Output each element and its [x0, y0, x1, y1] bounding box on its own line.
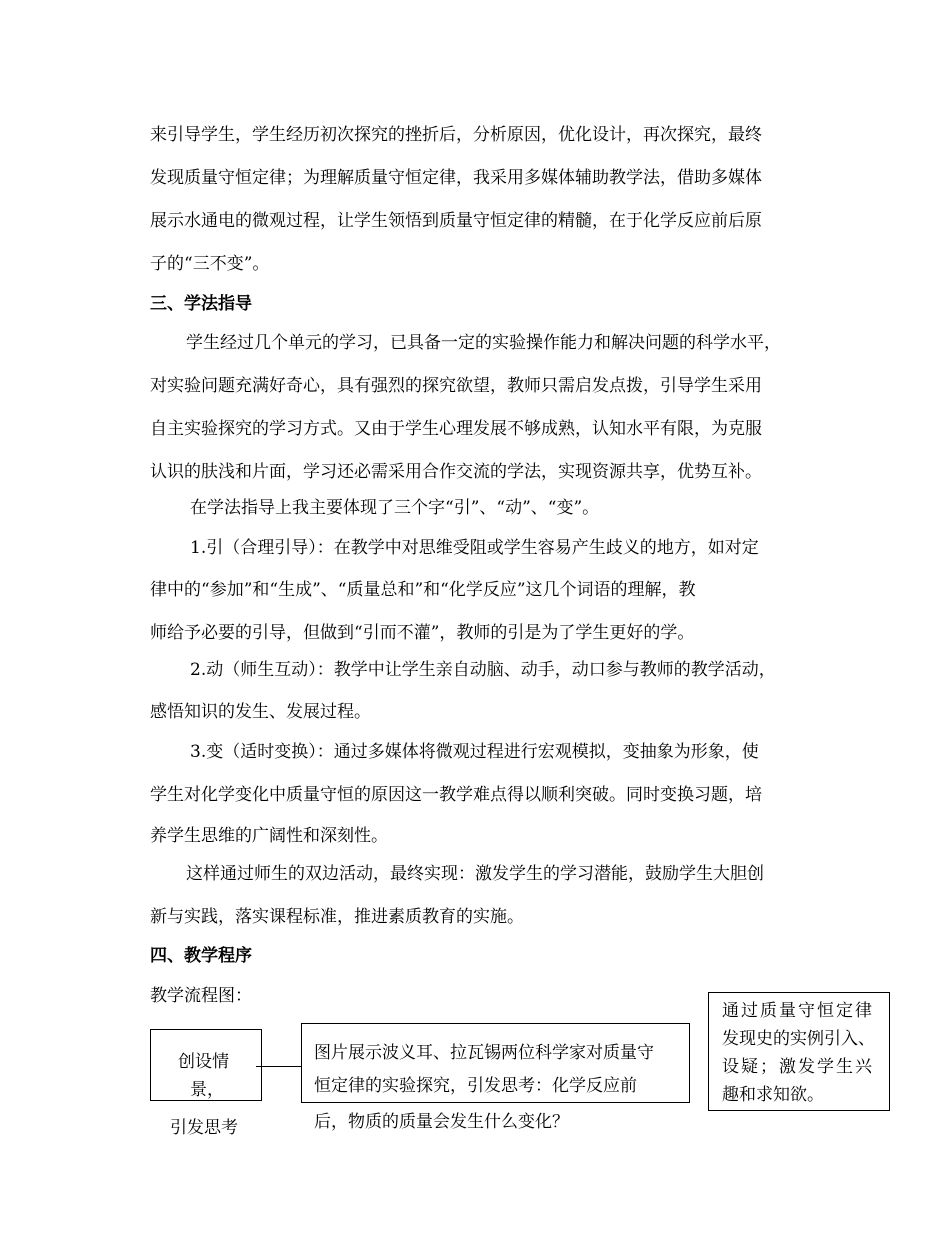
- learning-para1-line-1: 学生经过几个单元的学习，已具备一定的实验操作能力和解决问题的科学水平，: [186, 333, 781, 353]
- flow-purpose-text-1: 通过质量守恒定律: [722, 1001, 874, 1021]
- flow-purpose-text-3: 设疑；激发学生兴: [722, 1057, 874, 1077]
- item3-line-1: 3.变（适时变换）：通过多媒体将微观过程进行宏观模拟，变抽象为形象，使: [190, 742, 759, 762]
- intro-line-2: 发现质量守恒定律；为理解质量守恒定律，我采用多媒体辅助教学法，借助多媒体: [150, 168, 762, 188]
- flow-purpose-text-2: 发现史的实例引入、: [722, 1029, 875, 1049]
- learning-para3-line-2: 新与实践，落实课程标准，推进素质教育的实施。: [150, 907, 524, 927]
- learning-para1-line-2: 对实验问题充满好奇心，具有强烈的探究欲望，教师只需启发点拨，引导学生采用: [150, 376, 762, 396]
- item2-line-2: 感悟知识的发生、发展过程。: [150, 702, 371, 722]
- learning-para3-line-1: 这样通过师生的双边活动，最终实现：激发学生的学习潜能，鼓励学生大胆创: [186, 864, 764, 884]
- flow-content-text-3: 后，物质的质量会发生什么变化？: [314, 1112, 569, 1132]
- item1-line-1: 1.引（合理引导）：在教学中对思维受阻或学生容易产生歧义的地方，如对定: [190, 538, 759, 558]
- intro-line-1: 来引导学生，学生经历初次探究的挫折后，分析原因，优化设计，再次探究，最终: [150, 125, 762, 145]
- section-heading-learning-methods: 三、学法指导: [150, 294, 252, 314]
- flow-content-text-2: 恒定律的实验探究，引发思考：化学反应前: [314, 1076, 637, 1096]
- flow-step-caption: 引发思考: [170, 1118, 238, 1138]
- intro-line-3: 展示水通电的微观过程，让学生领悟到质量守恒定律的精髓，在于化学反应前后原: [150, 211, 762, 231]
- flow-step-text-1: 创设情: [178, 1052, 229, 1072]
- flow-step-text-2: 景，: [190, 1080, 224, 1100]
- item2-line-1: 2.动（师生互动）：教学中让学生亲自动脑、动手，动口参与教师的教学活动，: [190, 660, 776, 680]
- item1-line-3: 师给予必要的引导，但做到“引而不灌”，教师的引是为了学生更好的学。: [150, 623, 695, 643]
- flow-content-text-1: 图片展示波义耳、拉瓦锡两位科学家对质量守: [314, 1043, 654, 1063]
- flow-purpose-text-4: 趣和求知欲。: [722, 1085, 824, 1105]
- learning-para2: 在学法指导上我主要体现了三个字“引”、“动”、“变”。: [190, 498, 600, 518]
- flow-connector-line: [256, 1066, 302, 1067]
- learning-para1-line-3: 自主实验探究的学习方式。又由于学生心理发展不够成熟，认知水平有限，为克服: [150, 419, 762, 439]
- flowchart-label: 教学流程图：: [150, 986, 252, 1006]
- item3-line-3: 养学生思维的广阔性和深刻性。: [150, 826, 388, 846]
- section-heading-teaching-procedure: 四、教学程序: [150, 946, 252, 966]
- item1-line-2: 律中的“参加”和“生成”、“质量总和”和“化学反应”这几个词语的理解，教: [150, 580, 696, 600]
- intro-line-4: 子的“三不变”。: [150, 254, 270, 274]
- item3-line-2: 学生对化学变化中质量守恒的原因这一教学难点得以顺利突破。同时变换习题，培: [150, 785, 762, 805]
- learning-para1-line-4: 认识的肤浅和片面，学习还必需采用合作交流的学法，实现资源共享，优势互补。: [150, 462, 762, 482]
